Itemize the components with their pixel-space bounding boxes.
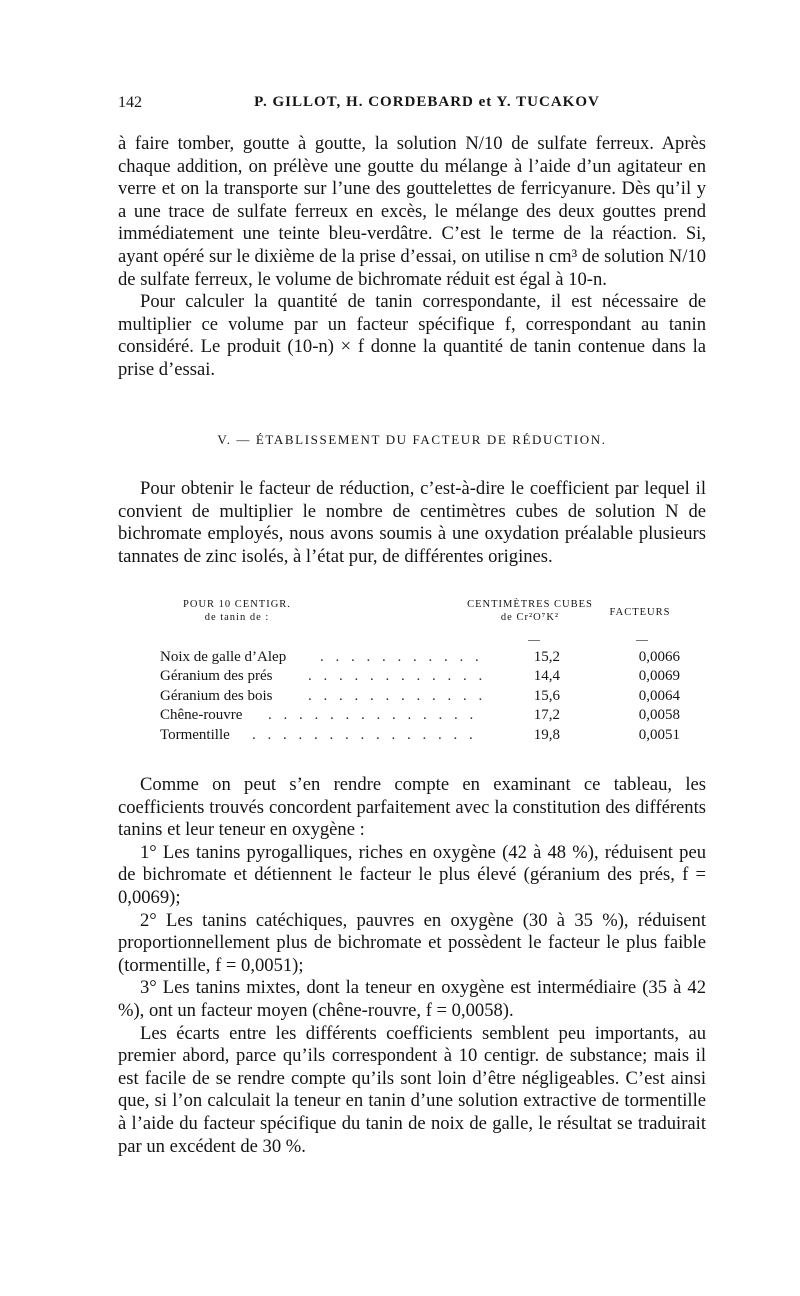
row-factor: 0,0058 (638, 707, 680, 724)
bottom-text-block (118, 774, 706, 1158)
row-tanin-name: Tormentille (160, 726, 230, 743)
row-tanin-name: Chêne-rouvre (160, 707, 243, 724)
page-header (118, 94, 706, 116)
paragraph-pyrogalliques: 1° Les tanins pyrogalliques, riches en oxygène (42 à 48 %), réduisent peu de bichromate et détiennent le facteur le plus élevé (géranium des prés, f = 0,0069); (118, 841, 706, 908)
table-header-row (160, 598, 680, 632)
section-heading: V. — ÉTABLISSEMENT DU FACTEUR DE RÉDUCTION. (217, 432, 607, 447)
table-row (160, 667, 680, 686)
table-row (160, 648, 680, 667)
paragraph-mixtes: 3° Les tanins mixtes, dont la teneur en oxygène est intermédiaire (35 à 42 %), ont un facteur moyen (chêne-rouvre, f = 0,0058). (118, 977, 706, 1021)
table-row (160, 687, 680, 706)
row-factor: 0,0064 (638, 687, 680, 704)
dot-leader: . . . . . . . . . . . . (308, 668, 487, 685)
dot-leader: . . . . . . . . . . . (320, 649, 483, 665)
row-tanin-name: Noix de galle d’Alep (160, 649, 287, 665)
table-row (160, 706, 680, 725)
top-text-block (118, 133, 706, 382)
paragraph-continued: à faire tomber, goutte à goutte, la solution N/10 de sulfate ferreux. Après chaque addition, on prélève une goutte du mélange à l’aide d’un agitateur en verre et on la transporte sur l’une des gouttelettes de ferricyanure. Dès qu’il y a une trace de sulfate ferreux en excès, le mélange des deux gouttes prend immédiatement une teinte bleu-verdâtre. C’est le terme de la réaction. Si, ayant opéré sur le dixième de la prise d’essai, on utilise n cm³ de solution N/10 de sulfate ferreux, le volume de bichromate réduit est égal à 10-n. (118, 133, 706, 290)
separator-dash: — (528, 632, 540, 646)
table-header-volume: CENTIMÈTRES CUBES de Cr²O⁷K² (467, 599, 593, 623)
paragraph-ecarts: Les écarts entre les différents coefficients semblent peu importants, au premier abord, parce qu’ils correspondent à 10 centigr. de substance; mais il est facile de se rendre compte qu’ils sont loin d’être négligeables. C’est ainsi que, si l’on calculait la teneur en tanin d’une solution extractive de tormentille à l’aide du facteur spécifique du tanin de noix de galle, le résultat se traduirait par un excédent de 30 %. (118, 1022, 706, 1157)
row-factor: 0,0051 (638, 726, 680, 743)
intro-text-block (118, 478, 706, 568)
page-number: 142 (118, 94, 142, 111)
reduction-factor-table (160, 598, 680, 745)
row-tanin-name: Géranium des bois (160, 687, 273, 704)
table-header-factors: FACTEURS (609, 607, 671, 618)
dot-leader: . . . . . . . . . . . . (308, 687, 487, 704)
row-volume: 19,8 (533, 726, 560, 743)
running-head: P. GILLOT, H. CORDEBARD et Y. TUCAKOV (254, 94, 600, 110)
row-volume: 15,6 (533, 687, 560, 704)
paragraph-calcul: Pour calculer la quantité de tanin correspondante, il est nécessaire de multiplier ce volume par un facteur spécifique f, correspondant au tanin considéré. Le produit (10-n) × f donne la quantité de tanin contenue dans la prise d’essai. (118, 291, 706, 380)
row-factor: 0,0066 (638, 649, 680, 665)
row-volume: 14,4 (533, 668, 560, 685)
dot-leader: . . . . . . . . . . . . . . (268, 707, 478, 724)
dot-leader: . . . . . . . . . . . . . . . (252, 726, 477, 743)
table-separator-row (160, 632, 680, 648)
row-volume: 15,2 (533, 649, 560, 665)
row-factor: 0,0069 (638, 668, 680, 685)
row-volume: 17,2 (533, 707, 560, 724)
table-row (160, 726, 680, 745)
row-tanin-name: Géranium des prés (160, 668, 273, 685)
separator-dash: — (636, 632, 648, 646)
paragraph-intro: Pour obtenir le facteur de réduction, c’est-à-dire le coefficient par lequel il convient de multiplier le nombre de centimètres cubes de solution N de bichromate employés, nous avons soumis à une oxydation préalable plusieurs tannates de zinc isolés, à l’état pur, de différentes origines. (118, 478, 706, 567)
paragraph-observation: Comme on peut s’en rendre compte en examinant ce tableau, les coefficients trouvés concordent parfaitement avec la constitution des différents tanins et leur teneur en oxygène : (118, 774, 706, 841)
paragraph-catechiques: 2° Les tanins catéchiques, pauvres en oxygène (30 à 35 %), réduisent proportionnellement plus de bichromate et possèdent le facteur le plus faible (tormentille, f = 0,0051); (118, 909, 706, 976)
table-header-tanin: POUR 10 CENTIGR. de tanin de : (183, 599, 291, 623)
